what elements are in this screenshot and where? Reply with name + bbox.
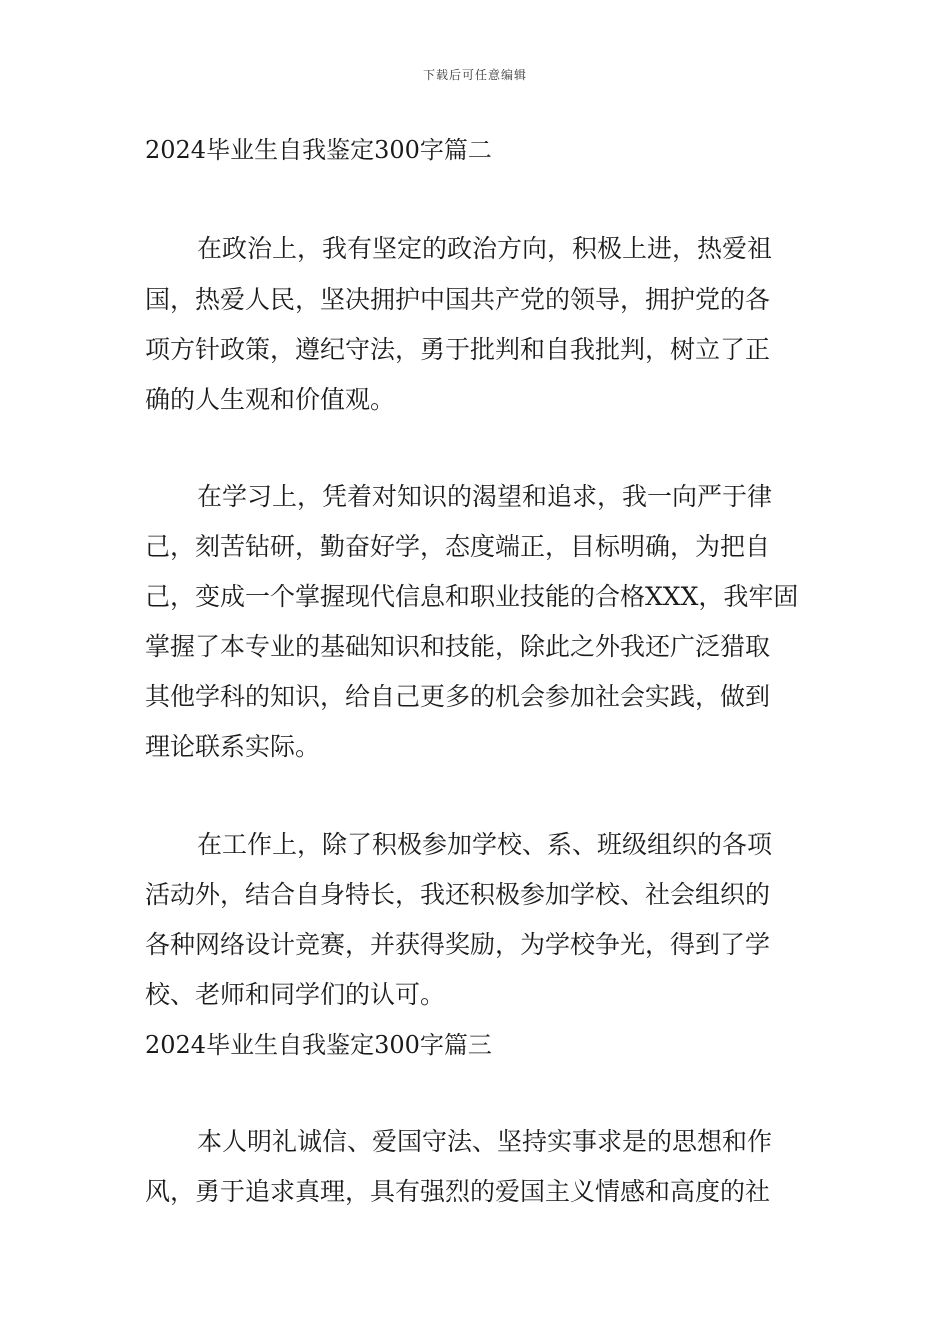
paragraph-line: 在学习上，凭着对知识的渴望和追求，我一向严于律 <box>197 482 773 511</box>
paragraph-line: 项方针政策，遵纪守法，勇于批判和自我批判，树立了正 <box>145 335 771 364</box>
paragraph-line: 掌握了本专业的基础知识和技能，除此之外我还广泛猎取 <box>145 632 771 661</box>
paragraph-line: 在政治上，我有坚定的政治方向，积极上进，热爱祖 <box>197 234 773 263</box>
paragraph-line: 风，勇于追求真理，具有强烈的爱国主义情感和高度的社 <box>145 1177 771 1206</box>
section-heading-3: 2024毕业生自我鉴定300字篇三 <box>145 1031 492 1059</box>
paragraph-line: 其他学科的知识，给自己更多的机会参加社会实践，做到 <box>145 682 771 711</box>
page-header-note: 下载后可任意编辑 <box>422 68 527 82</box>
paragraph-line: 己，变成一个掌握现代信息和职业技能的合格XXX，我牢固 <box>145 582 799 611</box>
paragraph-line: 校、老师和同学们的认可。 <box>145 980 446 1009</box>
paragraph-line: 活动外，结合自身特长，我还积极参加学校、社会组织的 <box>145 880 771 909</box>
paragraph-line: 确的人生观和价值观。 <box>145 385 396 414</box>
paragraph-line: 国，热爱人民，坚决拥护中国共产党的领导，拥护党的各 <box>145 285 771 314</box>
paragraph-line: 各种网络设计竞赛，并获得奖励，为学校争光，得到了学 <box>145 930 771 959</box>
paragraph-line: 理论联系实际。 <box>145 732 321 761</box>
paragraph-line: 己，刻苦钻研，勤奋好学，态度端正，目标明确，为把自 <box>145 532 771 561</box>
section-heading-2: 2024毕业生自我鉴定300字篇二 <box>145 136 492 164</box>
paragraph-line: 在工作上，除了积极参加学校、系、班级组织的各项 <box>197 830 773 859</box>
paragraph-line: 本人明礼诚信、爱国守法、坚持实事求是的思想和作 <box>197 1127 773 1156</box>
